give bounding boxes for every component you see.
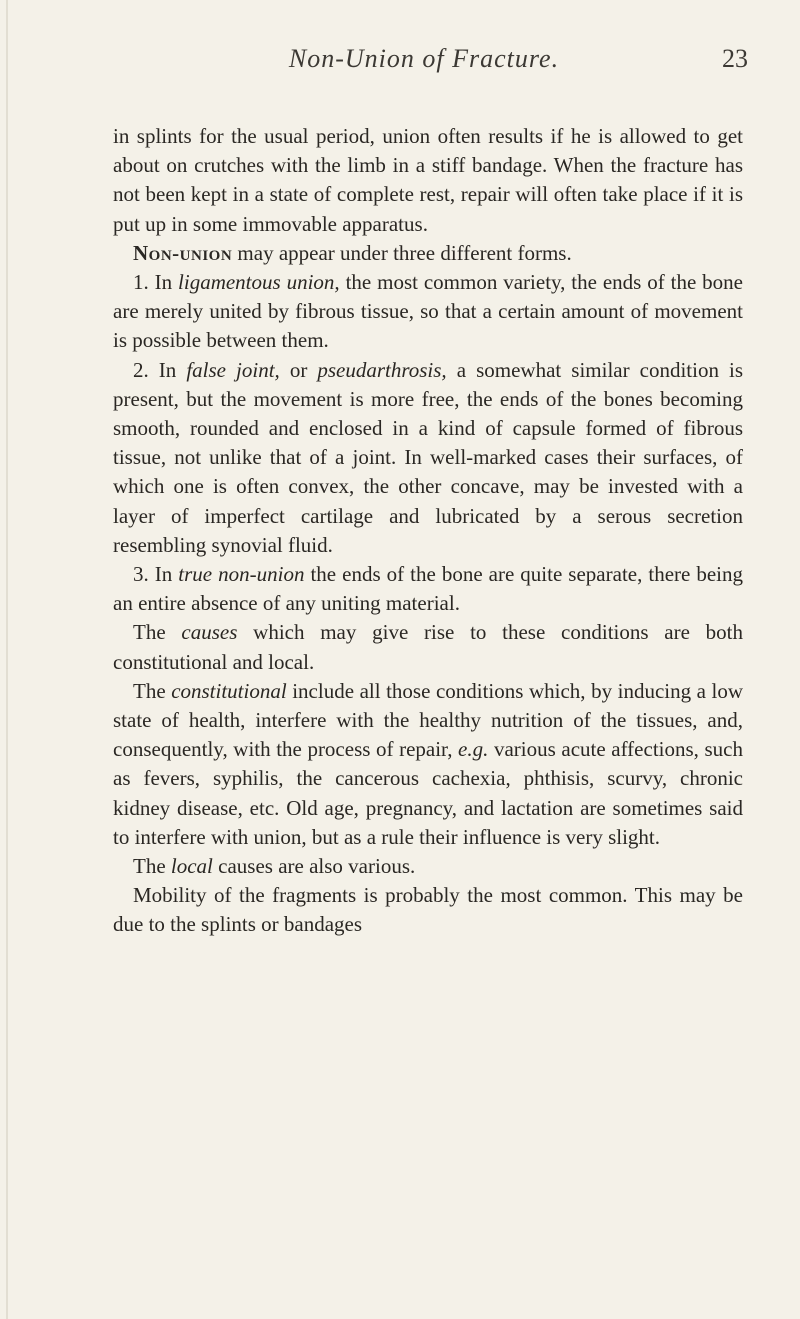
local-text: causes are also various. bbox=[212, 854, 416, 879]
page-number: 23 bbox=[722, 44, 748, 73]
body-text bbox=[113, 122, 743, 940]
constitutional-text-2: various acute affections, such as fevers, syphilis, the cancerous cachexia, phthisis, scurvy, chronic kidney disease, etc. Old age, pregnancy, and lactation are sometimes said to interfere with union, but as a rule their influence is very slight. bbox=[113, 737, 743, 849]
term-ligamentous-union: ligamentous union, bbox=[178, 270, 340, 295]
term-causes: causes bbox=[181, 620, 238, 645]
term-constitutional: constitutional bbox=[171, 678, 287, 703]
term-true-non-union: true non-union bbox=[178, 562, 305, 587]
non-union-heading: Non-union bbox=[133, 240, 233, 265]
term-pseudarthrosis: pseudarthrosis, bbox=[317, 357, 447, 382]
true-non-union-text: the ends of the bone are quite separate, there being an entire absence of any uniting material. bbox=[113, 562, 743, 616]
abbrev-eg: e.g. bbox=[458, 737, 489, 762]
paragraph-constitutional bbox=[113, 677, 743, 852]
paragraph-mobility: Mobility of the fragments is probably the most common. This may be due to the splints or bandages bbox=[113, 883, 743, 937]
running-title: Non-Union of Fracture. bbox=[288, 44, 560, 73]
local-prefix: The bbox=[133, 854, 171, 879]
paragraph-non-union bbox=[113, 239, 743, 268]
ligamentous-text: the most common variety, the ends of the bone are merely united by fibrous tissue, so that a certain amount of movement is possible between them. bbox=[113, 270, 743, 353]
constitutional-text-1: include all those conditions which, by inducing a low state of health, interfere with the healthy nutrition of the tissues, and, consequently, with the process of repair, bbox=[113, 678, 743, 762]
term-false-joint: false joint, bbox=[186, 357, 280, 382]
paragraph-false-joint bbox=[113, 356, 743, 560]
item-number-1: 1. In bbox=[133, 270, 179, 295]
non-union-text: may appear under three different forms. bbox=[232, 240, 572, 265]
paragraph-true-non-union bbox=[113, 560, 743, 618]
causes-text: which may give rise to these conditions are both constitutional and local. bbox=[113, 620, 744, 674]
false-joint-text: a somewhat similar condition is present, but the movement is more free, the ends of the bones becoming smooth, rounded and enclosed in a kind of capsule formed of fibrous tissue, not unlike that of a joint. In well-marked cases their surfaces, of which one is often convex, the other concave, may be invested with a layer of imperfect cartilage and lubricated by a serous secretion resembling synovial fluid. bbox=[113, 357, 743, 557]
term-local: local bbox=[170, 854, 213, 879]
constitutional-prefix: The bbox=[133, 678, 172, 703]
paragraph-ligamentous bbox=[113, 268, 743, 356]
paragraph-local bbox=[113, 852, 743, 881]
page-edge bbox=[6, 0, 8, 1319]
item-number-2: 2. In bbox=[133, 357, 187, 382]
item-number-3: 3. In bbox=[133, 562, 179, 587]
paragraph-1: in splints for the usual period, union often results if he is allowed to get about on crutches with the limb in a stiff bandage. When the fracture has not been kept in a state of complete rest, repair will often take place if it is put up in some immovable apparatus. bbox=[113, 124, 743, 236]
paragraph-causes bbox=[113, 618, 743, 676]
connector-or: or bbox=[279, 357, 318, 382]
causes-prefix: The bbox=[133, 620, 182, 645]
running-head bbox=[100, 44, 748, 84]
